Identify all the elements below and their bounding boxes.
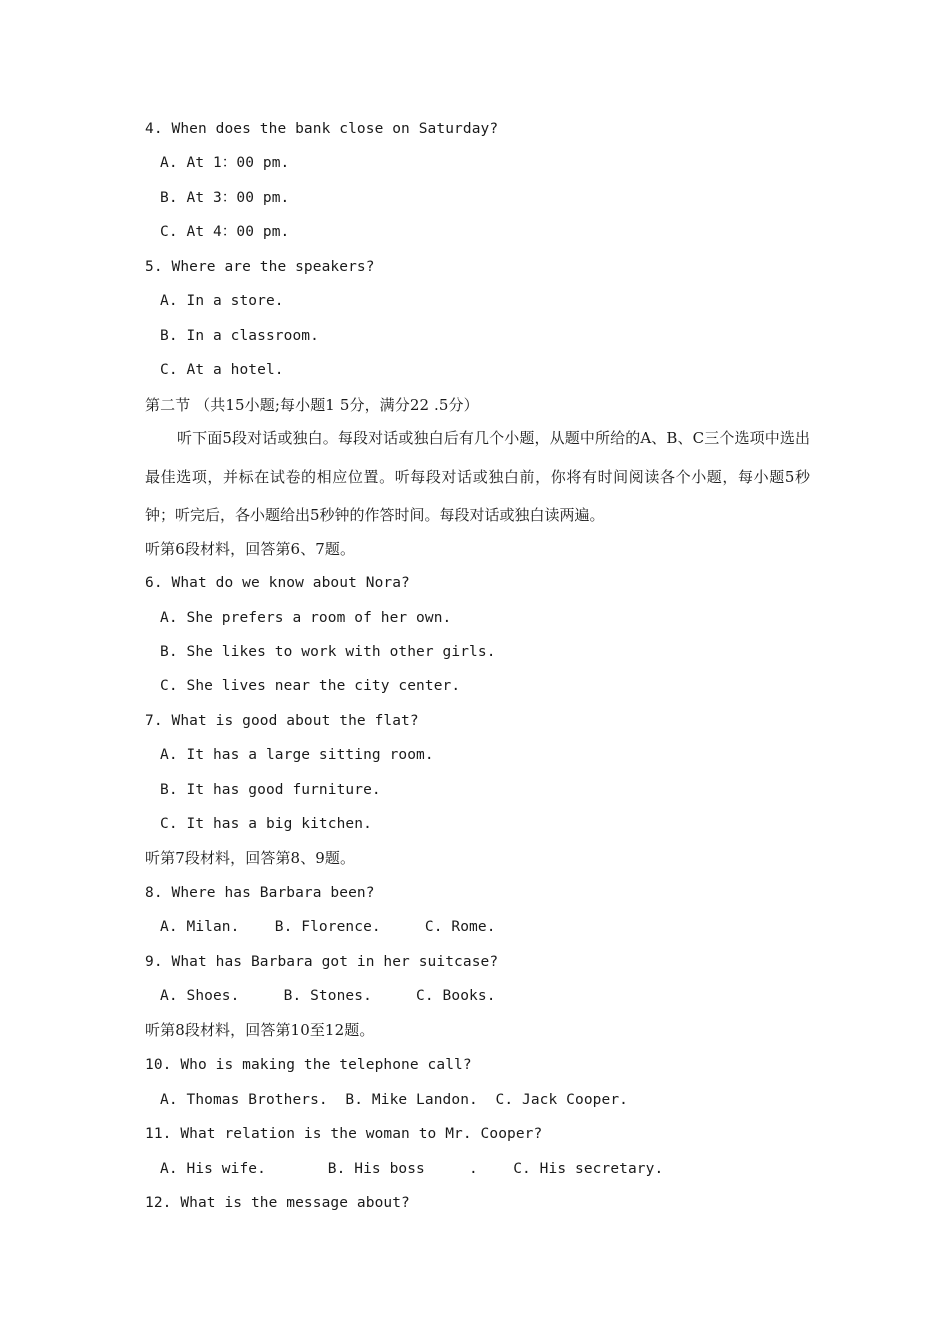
material-6-heading: 听第6段材料，回答第6、7题。 [145, 540, 356, 558]
section-2-heading: 第二节 （共15小题;每小题1 5分，满分22 .5分） [145, 396, 479, 414]
question-9: 9. What has Barbara got in her suitcase? [145, 954, 499, 970]
question-4: 4. When does the bank close on Saturday? [145, 121, 499, 137]
q9-options: A. Shoes. B. Stones. C. Books. [160, 988, 496, 1004]
q10-options: A. Thomas Brothers. B. Mike Landon. C. Jack Cooper. [160, 1092, 628, 1108]
question-10: 10. Who is making the telephone call? [145, 1057, 472, 1073]
q6-option-b: B. She likes to work with other girls. [160, 644, 496, 660]
question-12: 12. What is the message about? [145, 1195, 410, 1211]
q11-options: A. His wife. B. His boss . C. His secretary. [160, 1161, 664, 1177]
q4-option-c: C. At 4：00 pm. [160, 224, 290, 240]
material-7-heading: 听第7段材料，回答第8、9题。 [145, 849, 356, 867]
q4-option-a: A. At 1：00 pm. [160, 155, 290, 171]
q8-options: A. Milan. B. Florence. C. Rome. [160, 919, 496, 935]
q5-option-b: B. In a classroom. [160, 328, 319, 344]
q5-option-c: C. At a hotel. [160, 362, 284, 378]
q6-option-a: A. She prefers a room of her own. [160, 610, 452, 626]
q6-option-c: C. She lives near the city center. [160, 678, 461, 694]
q7-option-c: C. It has a big kitchen. [160, 816, 372, 832]
question-7: 7. What is good about the flat? [145, 713, 419, 729]
q4-option-b: B. At 3：00 pm. [160, 190, 290, 206]
section-2-instructions: 听下面5段对话或独白。每段对话或独白后有几个小题，从题中所给的A、B、C三个选项中选出最佳选项，并标在试卷的相应位置。听每段对话或独白前，你将有时间阅读各个小题，每小题5秒钟；听完后，各小题给出5秒钟的作答时间。每段对话或独白读两遍。 [145, 429, 810, 524]
question-6: 6. What do we know about Nora? [145, 575, 410, 591]
question-11: 11. What relation is the woman to Mr. Cooper? [145, 1126, 543, 1142]
question-5: 5. Where are the speakers? [145, 259, 375, 275]
question-8: 8. Where has Barbara been? [145, 885, 375, 901]
q7-option-a: A. It has a large sitting room. [160, 747, 434, 763]
q7-option-b: B. It has good furniture. [160, 782, 381, 798]
q5-option-a: A. In a store. [160, 293, 284, 309]
material-8-heading: 听第8段材料，回答第10至12题。 [145, 1021, 375, 1039]
